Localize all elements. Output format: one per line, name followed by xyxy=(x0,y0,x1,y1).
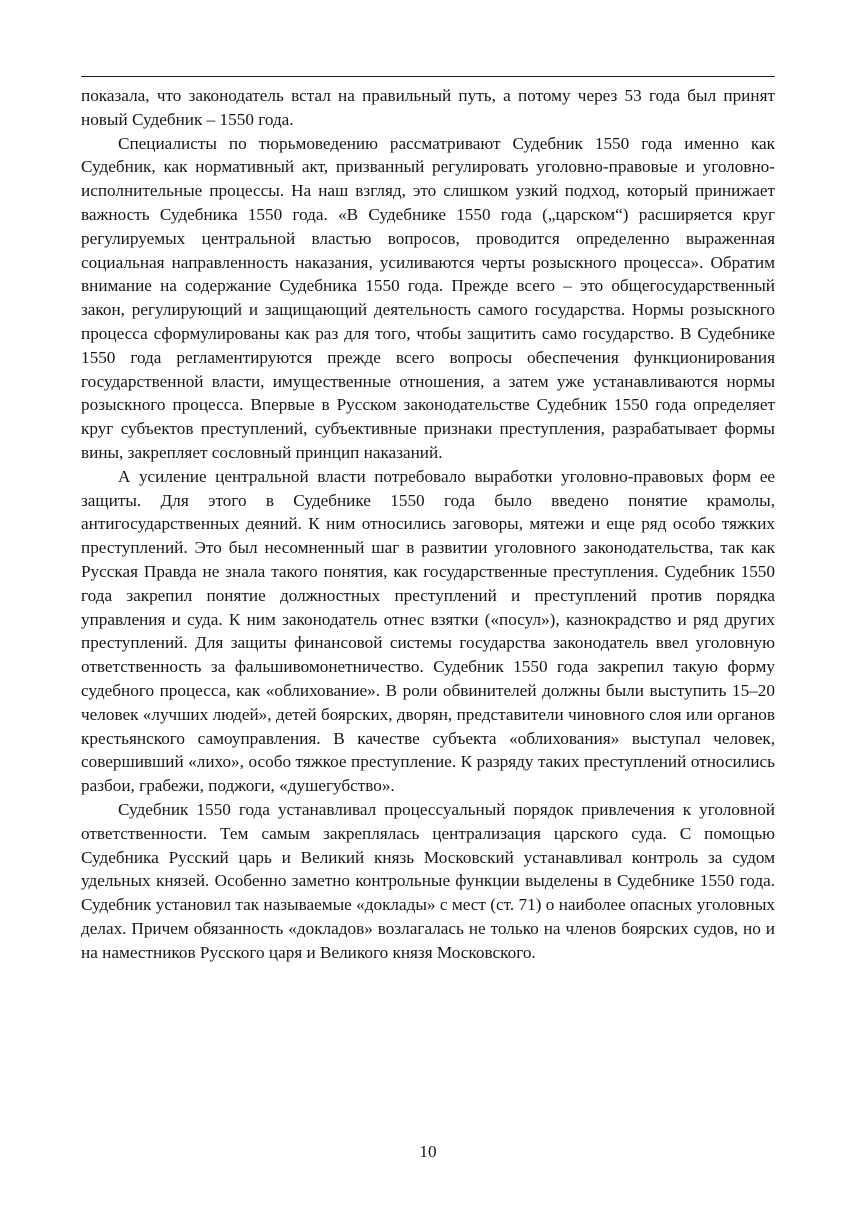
body-text xyxy=(81,84,775,964)
paragraph-continuation: показала, что законодатель встал на правильный путь, а потому через 53 года был принят новый Судебник – 1550 года. xyxy=(81,86,775,129)
paragraph-sudebnik-content: Специалисты по тюрьмоведению рассматривают Судебник 1550 года именно как Судебник, как нормативный акт, призванный регулировать уголовно-правовые и уголовно-исполнительные процессы. На наш взгляд, это слишком узкий подход, который принижает важность Судебника 1550 года. «В Судебнике 1550 года („царском“) расширяется круг регулируемых центральной властью вопросов, проводится определенно выраженная социальная направленность наказания, усиливаются черты розыскного процесса». Обратим внимание на содержание Судебника 1550 года. Прежде всего – это общегосударственный закон, регулирующий и защищающий деятельность самого государства. Нормы розыскного процесса сформулированы как раз для того, чтобы защитить само государство. В Судебнике 1550 года регламентируются прежде всего вопросы обеспечения функционирования государственной власти, имущественные отношения, а затем уже устанавливаются нормы розыскного процесса. Впервые в Русском законодательстве Судебник 1550 года определяет круг субъектов преступлений, субъективные признаки преступления, разрабатывает формы вины, закрепляет сословный принцип наказаний. xyxy=(81,133,775,462)
page-number: 10 xyxy=(419,1142,437,1161)
paragraph-procedure: Судебник 1550 года устанавливал процессуальный порядок привлечения к уголовной ответственности. Тем самым закреплялась централизация царского суда. С помощью Судебника Русский царь и Великий князь Московский устанавливал контроль за судом удельных князей. Особенно заметно контрольные функции выделены в Судебнике 1550 года. Судебник установил так называемые «доклады» с мест (ст. 71) о наиболее опасных уголовных делах. Причем обязанность «докладов» возлагалась не только на членов боярских судов, но и на наместников Русского царя и Великого князя Московского. xyxy=(81,799,775,962)
header-rule xyxy=(81,76,775,77)
paragraph-central-power: А усиление центральной власти потребовало выработки уголовно-правовых форм ее защиты. Для этого в Судебнике 1550 года было введено понятие крамолы, антигосударственных деяний. К ним относились заговоры, мятежи и еще ряд особо тяжких преступлений. Это был несомненный шаг в развитии уголовного законодательства, так как Русская Правда не знала такого понятия, как государственные преступления. Судебник 1550 года закрепил понятие должностных преступлений и преступлений против порядка управления и суда. К ним законодатель отнес взятки («посул»), казнокрадство и ряд других преступлений. Для защиты финансовой системы государства законодатель ввел уголовную ответственность за фальшивомонетничество. Судебник 1550 года закрепил такую форму судебного процесса, как «облихование». В роли обвинителей должны были выступить 15–20 человек «лучших людей», детей боярских, дворян, представители чиновного слоя или органов крестьянского самоуправления. В качестве субъекта «облихования» выступал человек, совершивший «лихо», особо тяжкое преступление. К разряду таких преступлений относились разбои, грабежи, поджоги, «душегубство». xyxy=(81,466,775,796)
